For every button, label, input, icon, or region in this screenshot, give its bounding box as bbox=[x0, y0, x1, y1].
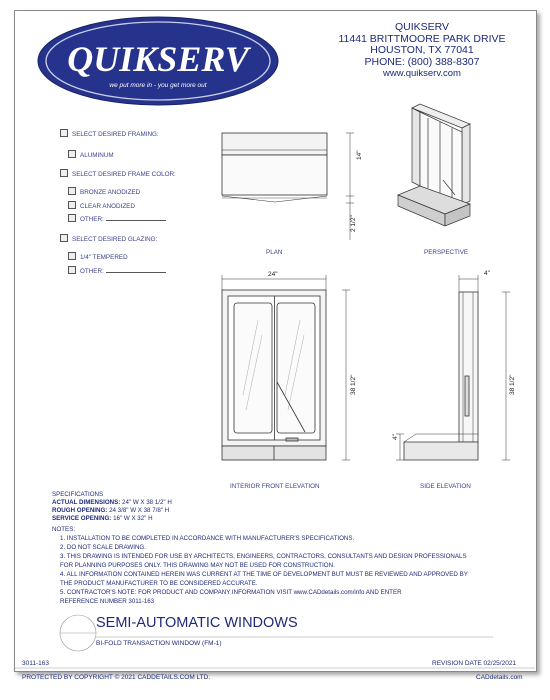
note-line: 2. DO NOT SCALE DRAWING. bbox=[60, 544, 146, 551]
quikserv-logo bbox=[38, 17, 278, 105]
side-elevation-label: SIDE ELEVATION bbox=[420, 483, 471, 490]
spec-service: SERVICE OPENING: 16" W X 32" H bbox=[52, 515, 153, 522]
company-phone: PHONE: (800) 388-8307 bbox=[364, 55, 480, 68]
blank-line bbox=[106, 267, 166, 273]
note-line: REFERENCE NUMBER 3011-163 bbox=[60, 598, 155, 605]
plan-view bbox=[222, 133, 354, 240]
plan-label: PLAN bbox=[266, 249, 283, 256]
perspective-view bbox=[398, 104, 470, 226]
option-framing[interactable]: SELECT DESIRED FRAMING: bbox=[60, 129, 159, 138]
checkbox-icon[interactable] bbox=[60, 234, 68, 242]
side-elevation bbox=[396, 275, 510, 460]
option-other-color[interactable]: OTHER: bbox=[68, 214, 166, 223]
interior-front-elevation bbox=[222, 275, 350, 460]
note-line: THE PRODUCT MANUFACTURER TO BE CONSIDERED ACCURATE. bbox=[60, 580, 258, 587]
company-name: QUIKSERV bbox=[394, 21, 450, 33]
option-other-glazing[interactable]: OTHER: bbox=[68, 266, 166, 275]
company-info bbox=[322, 22, 522, 80]
note-line: 5. CONTRACTOR'S NOTE: FOR PRODUCT AND COMPANY INFORMATION VISIT www.CADdetails.com/info AND ENTER bbox=[60, 589, 402, 596]
drawing-title: SEMI-AUTOMATIC WINDOWS bbox=[96, 615, 298, 631]
note-line: 3. THIS DRAWING IS INTENDED FOR USE BY ARCHITECTS, ENGINEERS, CONTRACTORS, CONSULTANTS AND DESIGN PROFESSIONALS bbox=[60, 553, 467, 560]
revision-date: REVISION DATE 02/25/2021 bbox=[432, 660, 517, 667]
company-address-line2: HOUSTON, TX 77041 bbox=[370, 44, 474, 56]
checkbox-icon[interactable] bbox=[68, 150, 76, 158]
side-height-dim: 38 1/2" bbox=[509, 374, 516, 395]
plan-sill-dim: 2 1/2" bbox=[350, 215, 357, 232]
checkbox-icon[interactable] bbox=[60, 129, 68, 137]
svg-text:we put more in - you get more: we put more in - you get more out bbox=[109, 82, 207, 89]
blank-line bbox=[106, 215, 166, 221]
copyright-notice: PROTECTED BY COPYRIGHT © 2021 CADDETAILS.COM LTD. bbox=[22, 674, 211, 681]
option-bronze[interactable]: BRONZE ANODIZED bbox=[68, 187, 140, 196]
svg-text:QUIKSERV: QUIKSERV bbox=[67, 39, 249, 79]
front-height-dim: 38 1/2" bbox=[350, 374, 357, 395]
checkbox-icon[interactable] bbox=[68, 214, 76, 222]
checkbox-icon[interactable] bbox=[68, 187, 76, 195]
spec-actual: ACTUAL DIMENSIONS: 24" W X 38 1/2" H bbox=[52, 499, 172, 506]
option-tempered[interactable]: 1/4" TEMPERED bbox=[68, 252, 128, 261]
note-line: 4. ALL INFORMATION CONTAINED HEREIN WAS CURRENT AT THE TIME OF DEVELOPMENT BUT MUST BE REVIEWED AND APPROVED BY bbox=[60, 571, 468, 578]
drawing-subtitle: BI-FOLD TRANSACTION WINDOW (FM-1) bbox=[96, 640, 222, 647]
specs-heading: SPECIFICATIONS bbox=[52, 491, 104, 498]
company-url[interactable]: www.quikserv.com bbox=[383, 68, 461, 79]
option-clear[interactable]: CLEAR ANODIZED bbox=[68, 201, 135, 210]
plan-height-dim: 14" bbox=[356, 150, 363, 160]
checkbox-icon[interactable] bbox=[60, 169, 68, 177]
option-glazing[interactable]: SELECT DESIRED GLAZING: bbox=[60, 234, 157, 243]
notes-heading: NOTES: bbox=[52, 526, 76, 533]
spec-rough: ROUGH OPENING: 24 3/8" W X 38 7/8" H bbox=[52, 507, 170, 514]
option-frame-color[interactable]: SELECT DESIRED FRAME COLOR: bbox=[60, 169, 176, 178]
checkbox-icon[interactable] bbox=[68, 266, 76, 274]
front-width-dim: 24" bbox=[268, 271, 278, 278]
interior-elevation-label: INTERIOR FRONT ELEVATION bbox=[230, 483, 320, 490]
caddetails-link[interactable]: CADdetails.com bbox=[476, 674, 523, 681]
note-line: FOR PLANNING PURPOSES ONLY. THIS DRAWING MAY NOT BE USED FOR CONSTRUCTION. bbox=[60, 562, 335, 569]
option-aluminum[interactable]: ALUMINUM bbox=[68, 150, 114, 159]
checkbox-icon[interactable] bbox=[68, 201, 76, 209]
company-address-line1: 11441 BRITTMOORE PARK DRIVE bbox=[338, 32, 506, 45]
side-width-dim: 4" bbox=[484, 270, 490, 277]
perspective-label: PERSPECTIVE bbox=[424, 249, 469, 256]
note-line: 1. INSTALLATION TO BE COMPLETED IN ACCORDANCE WITH MANUFACTURER'S SPECIFICATIONS. bbox=[60, 535, 355, 542]
side-sill-dim: 4" bbox=[392, 434, 399, 440]
checkbox-icon[interactable] bbox=[68, 252, 76, 260]
reference-number: 3011-163 bbox=[22, 660, 49, 667]
